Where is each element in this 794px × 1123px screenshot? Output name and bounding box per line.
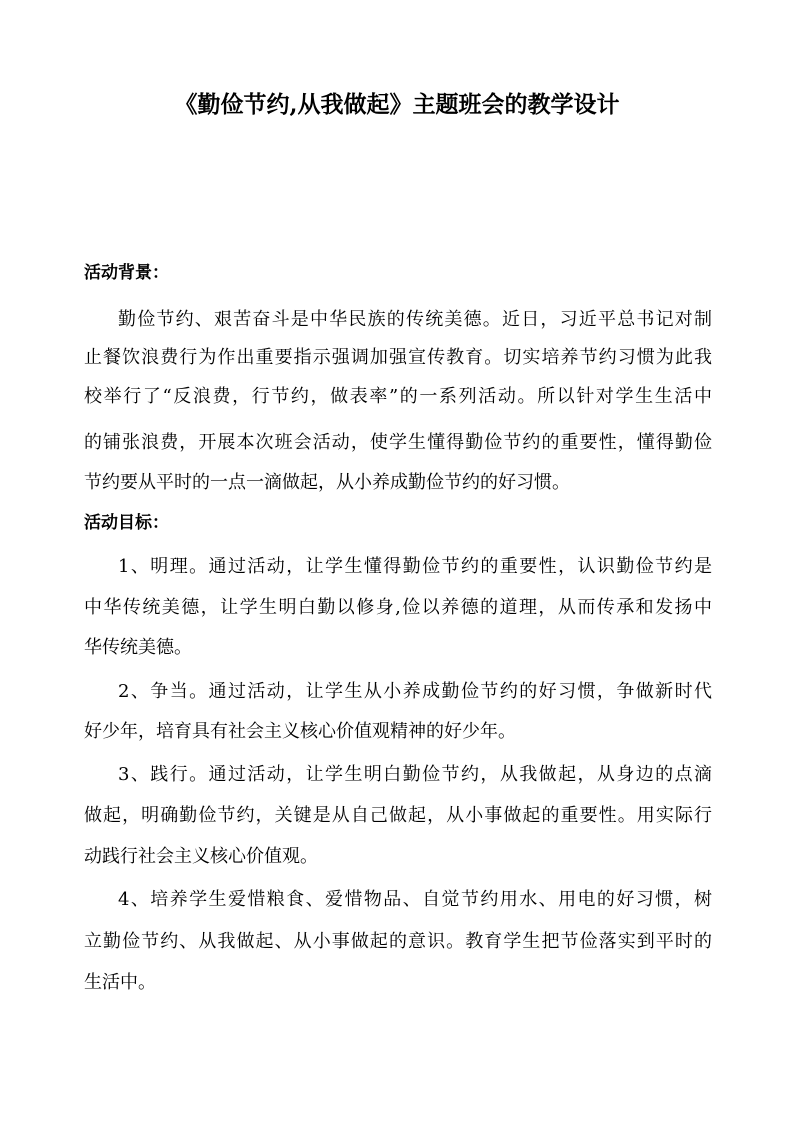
background-paragraph-line: 止餐饮浪费行为作出重要指示强调加强宣传教育。切实培养节约习惯为此我 (84, 347, 712, 368)
goal-1-line: 1、明理。通过活动，让学生懂得勤俭节约的重要性，认识勤俭节约是 (118, 556, 712, 577)
background-paragraph-line: 校举行了“反浪费，行节约，做表率”的一系列活动。所以针对学生生活中 (84, 386, 712, 407)
goal-1-line: 华传统美德。 (84, 637, 192, 658)
goal-2-line: 好少年，培育具有社会主义核心价值观精神的好少年。 (84, 721, 516, 742)
goal-2-line: 2、争当。通过活动，让学生从小养成勤俭节约的好习惯，争做新时代 (118, 681, 712, 702)
goal-1-line: 中华传统美德，让学生明白勤以修身,俭以养德的道理，从而传承和发扬中 (84, 597, 712, 618)
goal-3-line: 动践行社会主义核心价值观。 (84, 846, 318, 867)
background-paragraph-line: 节约要从平时的一点一滴做起，从小养成勤俭节约的好习惯。 (84, 472, 570, 493)
goal-4-line: 4、培养学生爱惜粮食、爱惜物品、自觉节约用水、用电的好习惯，树 (118, 889, 712, 910)
background-paragraph-line: 的铺张浪费，开展本次班会活动，使学生懂得勤俭节约的重要性，懂得勤俭 (84, 432, 712, 453)
goal-3-line: 3、践行。通过活动，让学生明白勤俭节约，从我做起，从身边的点滴 (118, 764, 712, 785)
goal-3-line: 做起，明确勤俭节约，关键是从自己做起，从小事做起的重要性。用实际行 (84, 805, 712, 826)
section-heading-background: 活动背景： (84, 263, 169, 283)
document-title: 《勤俭节约,从我做起》主题班会的教学设计 (174, 91, 620, 118)
section-heading-goals: 活动目标： (84, 513, 169, 533)
goal-4-line: 生活中。 (84, 972, 156, 993)
goal-4-line: 立勤俭节约、从我做起、从小事做起的意识。教育学生把节俭落实到平时的 (84, 931, 712, 952)
background-paragraph-line: 勤俭节约、艰苦奋斗是中华民族的传统美德。近日，习近平总书记对制 (118, 309, 712, 330)
